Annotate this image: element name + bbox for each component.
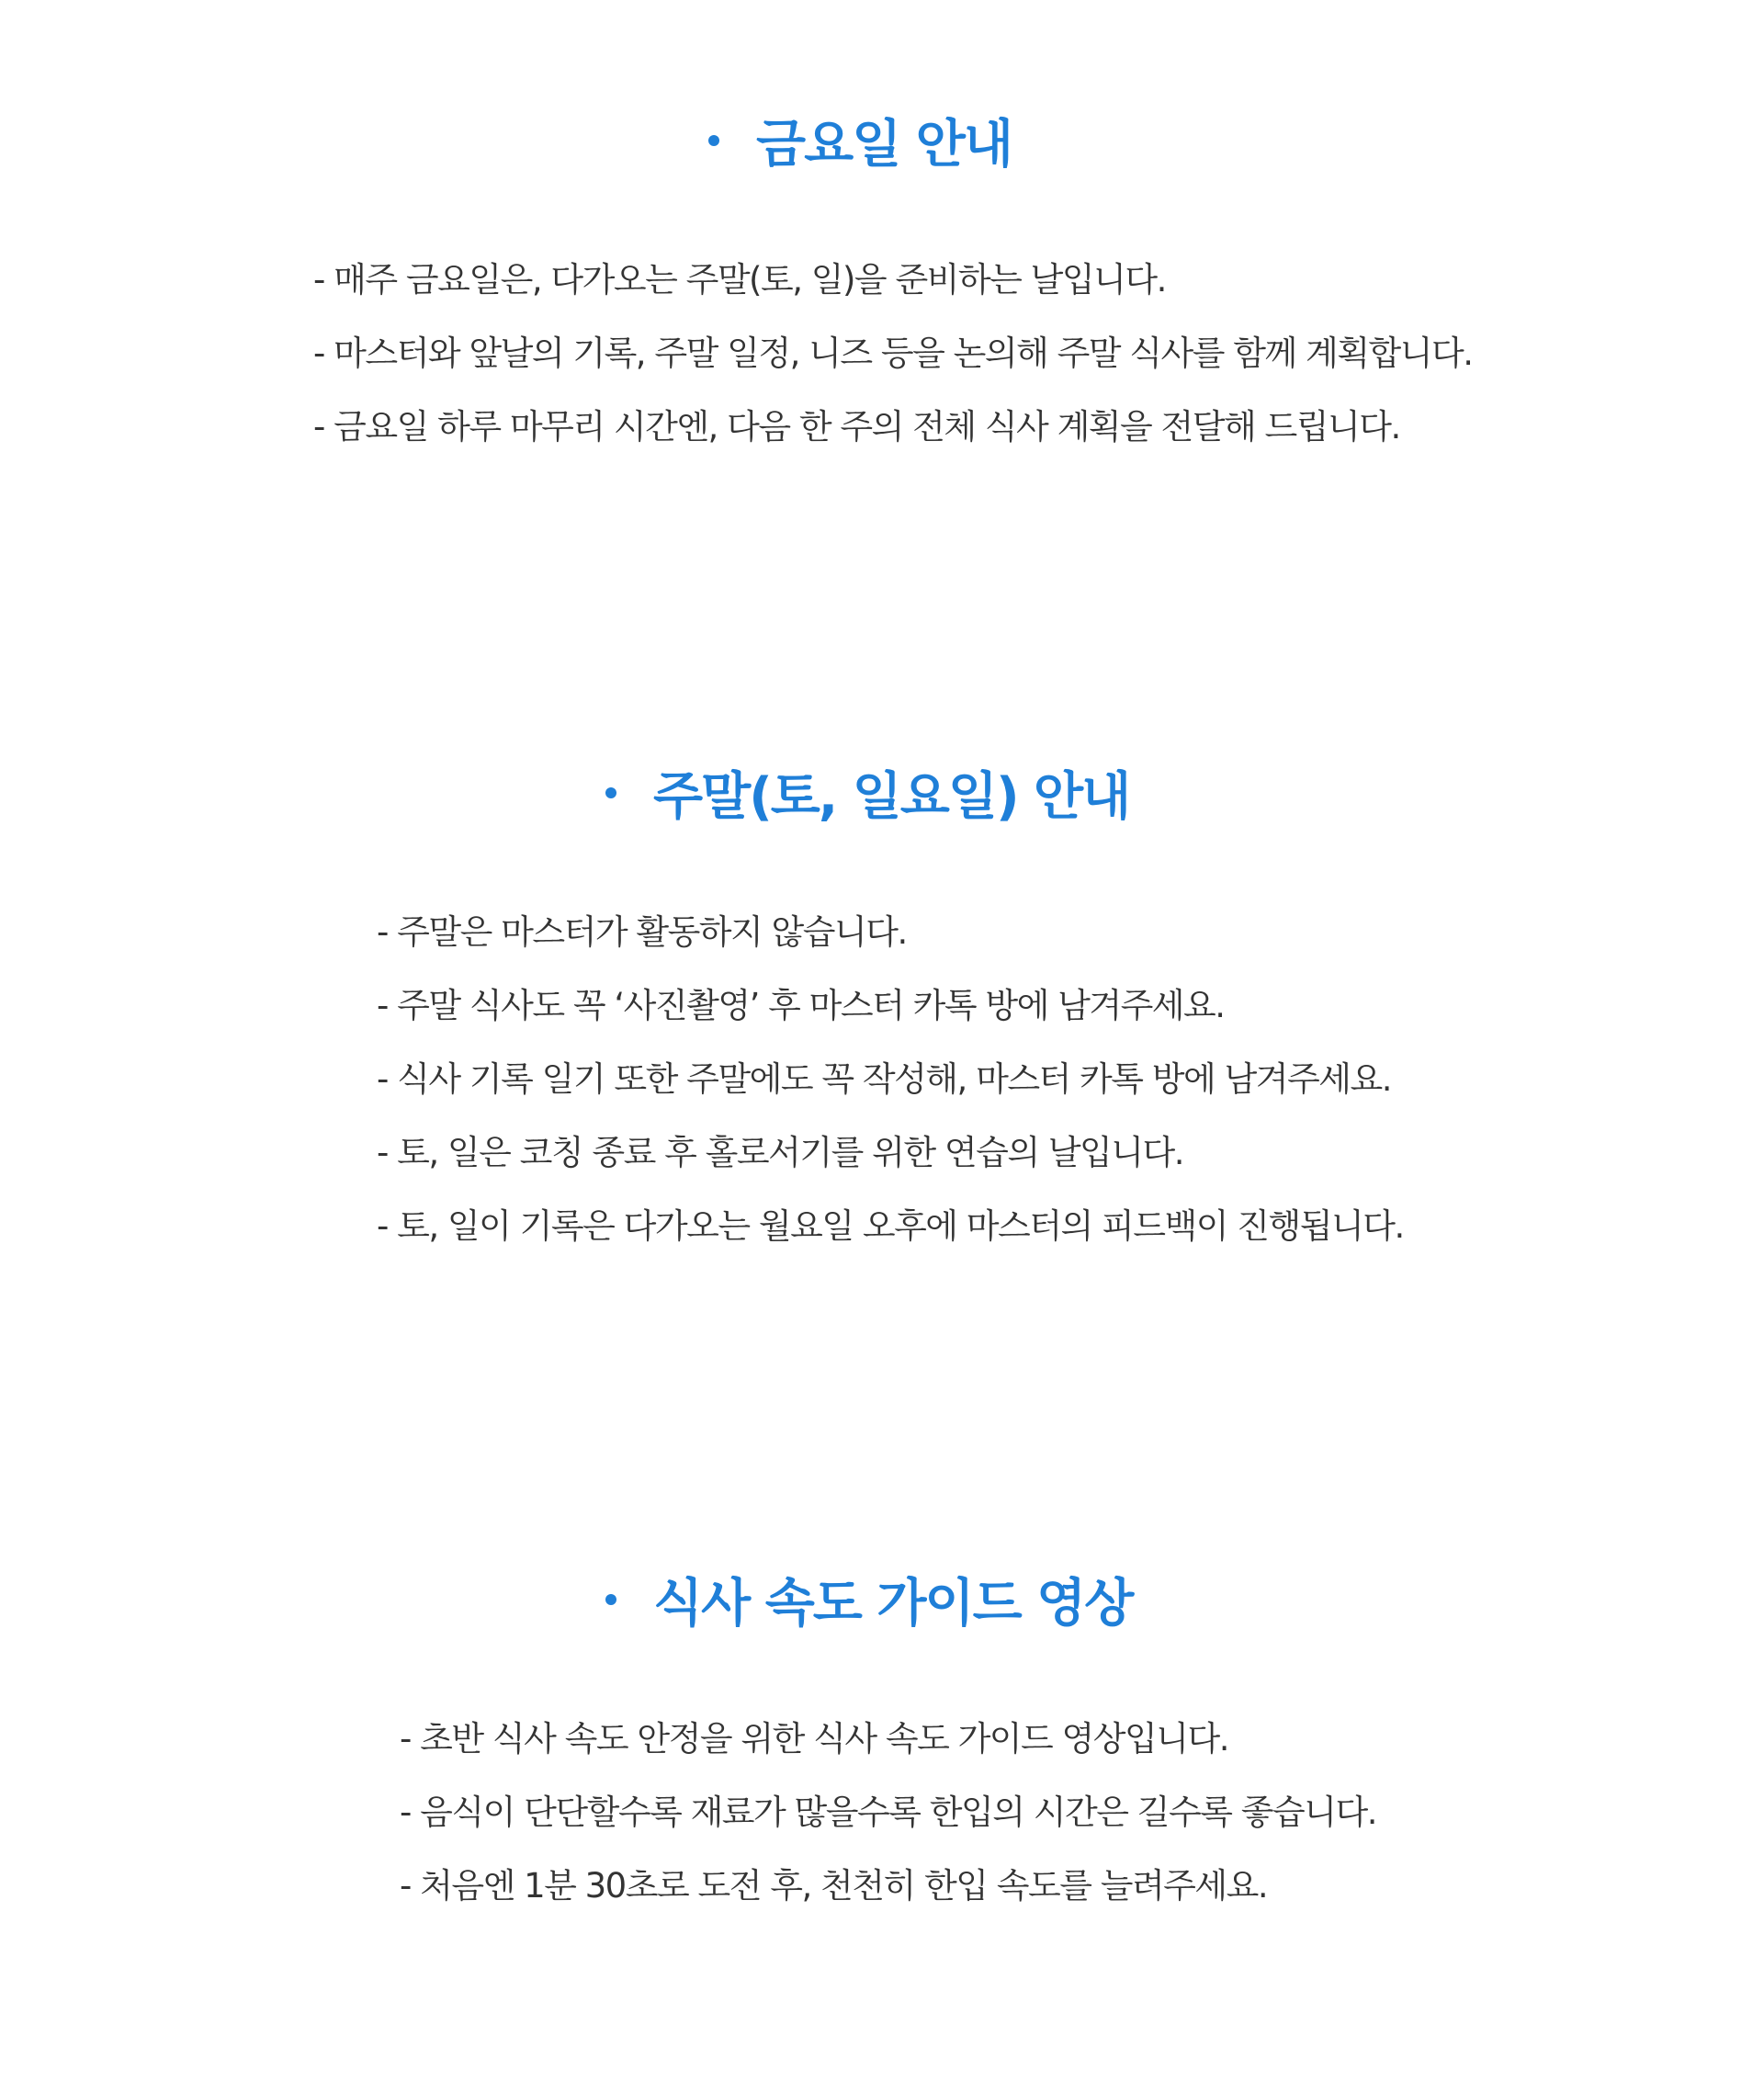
friday-guide-list	[313, 243, 1473, 464]
eating-speed-guide-title	[605, 1563, 1132, 1636]
list-item: - 금요일 하루 마무리 시간엔, 다음 한 주의 전체 식사 계획을 전달해 드립니다.	[313, 407, 1400, 447]
list-item: - 처음엔 1분 30초로 도전 후, 천천히 한입 속도를 늘려주세요.	[400, 1866, 1268, 1906]
list-item: - 주말 식사도 꼭 ‘사진촬영’ 후 마스터 카톡 방에 남겨주세요.	[377, 986, 1225, 1025]
list-item: - 초반 식사 속도 안정을 위한 식사 속도 가이드 영상입니다.	[400, 1719, 1229, 1759]
weekend-guide-list	[377, 896, 1404, 1263]
bullet-dot-icon	[708, 135, 719, 146]
bullet-dot-icon	[605, 1594, 616, 1605]
bullet-dot-icon	[605, 787, 616, 798]
list-item: - 토, 일이 기록은 다가오는 월요일 오후에 마스터의 피드백이 진행됩니다.	[377, 1206, 1404, 1246]
friday-guide-title	[708, 104, 1012, 177]
list-item: - 마스터와 앞날의 기록, 주말 일정, 니즈 등을 논의해 주말 식사를 함께 계획합니다.	[313, 334, 1473, 373]
eating-speed-guide-list	[400, 1702, 1376, 1923]
section-title-text: 식사 속도 가이드 영상	[653, 1574, 1133, 1634]
weekend-guide-title	[605, 756, 1129, 830]
section-title-text: 주말(토, 일요일) 안내	[653, 767, 1130, 828]
section-title-text: 금요일 안내	[756, 115, 1012, 175]
list-item: - 주말은 마스터가 활동하지 않습니다.	[377, 912, 907, 952]
list-item: - 토, 일은 코칭 종료 후 홀로서기를 위한 연습의 날입니다.	[377, 1133, 1184, 1172]
list-item: - 음식이 단단할수록 재료가 많을수록 한입의 시간은 길수록 좋습니다.	[400, 1793, 1376, 1832]
list-item: - 식사 기록 일기 또한 주말에도 꼭 작성해, 마스터 카톡 방에 남겨주세요.	[377, 1059, 1392, 1099]
list-item: - 매주 금요일은, 다가오는 주말(토, 일)을 준비하는 날입니다.	[313, 260, 1166, 300]
